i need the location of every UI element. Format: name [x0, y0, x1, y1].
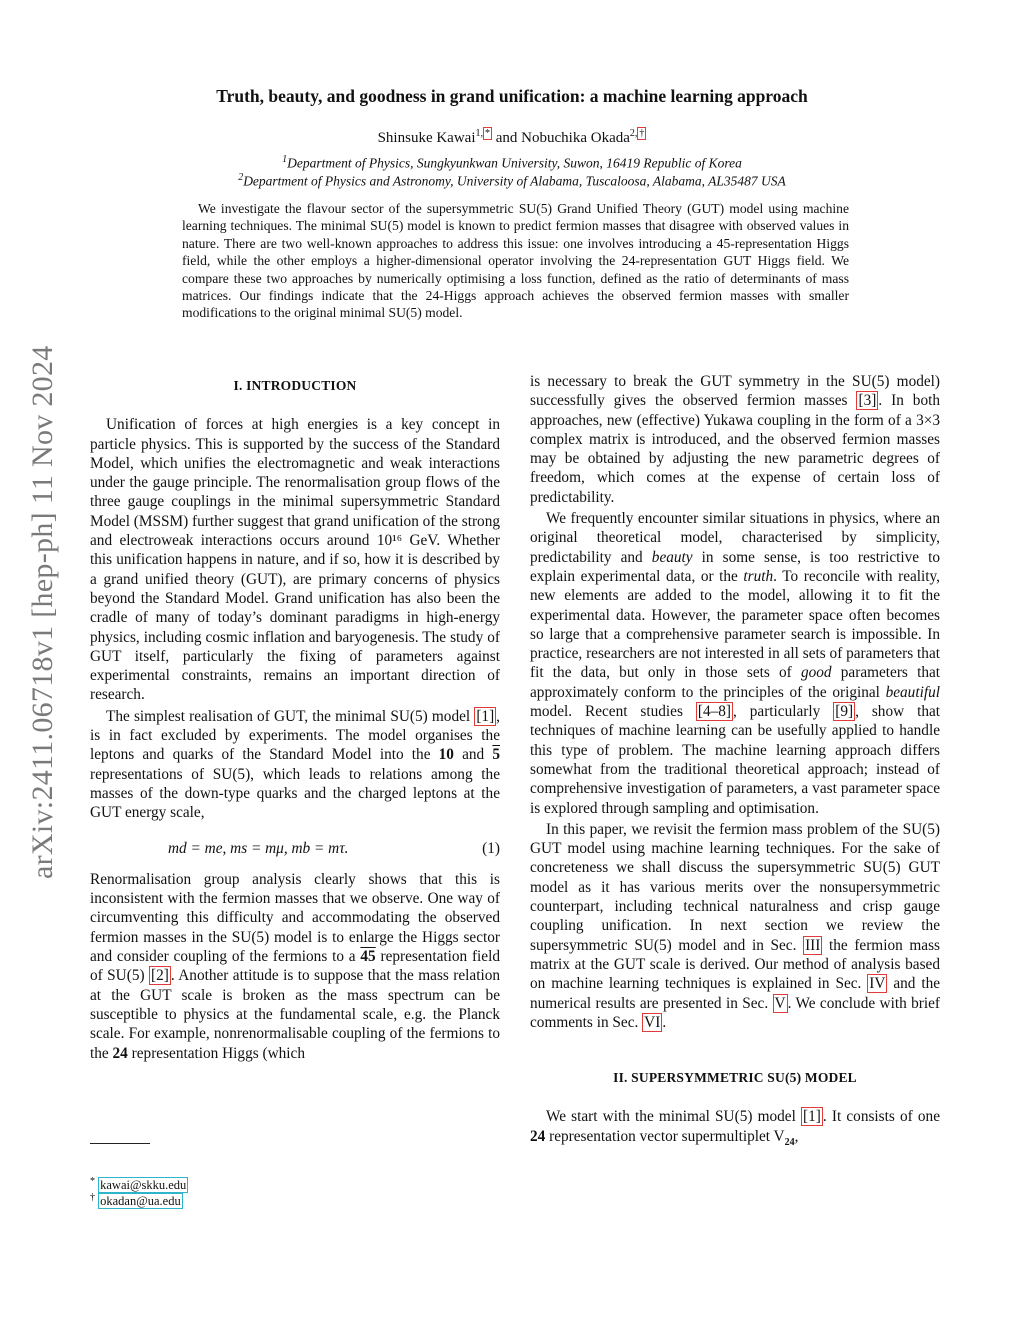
author-and: and — [495, 130, 518, 146]
footnote-1 — [90, 1176, 188, 1193]
section-link-V[interactable]: V — [774, 994, 786, 1012]
right-paragraph-3: In this paper, we revisit the fermion mass problem of the SU(5) GUT model using machine learning techniques. For the sake of concreteness we shall discuss the supersymmetric SU(5) GUT model as it has various merits over the nonsupersymmetric counterpart, including technical naturalness and crisp gauge coupling unification. In next section we review the supersymmetric SU(5) model and in Sec. III the fermion mass matrix at the GUT scale is derived. Our method of analysis based on machine learning techniques is explained in Sec. IV and the numerical results are presented in Sec. V . We conclude with brief comments in Sec. VI . — [530, 820, 941, 1031]
affiliation-1 — [90, 154, 934, 172]
author-2-affil: 2, — [629, 128, 638, 139]
footnote-1-mark: * — [90, 1176, 95, 1187]
footnote-2-mark: † — [90, 1192, 95, 1203]
intro-paragraph-1: Unification of forces at high energies is a key concept in particle physics. This is supported by the success of the Standard Model, which unifies the electromagnetic and weak interactions under the gauge principle. The renormalisation group flows of the three gauge couplings in the minimal supersymmetric Standard Model (MSSM) further suggest that grand unification of the strong and electroweak interactions occurs around 10¹⁶ GeV. Whether this unification happens in nature, and if so, how it is described by a grand unified theory (GUT), are primary concerns of physics beyond the Standard Model. Grand unification has also been the cradle of many of today’s dominant paradigms in high-energy physics, including cosmic inflation and baryogenesis. The study of GUT itself, particularly the fixing of parameters against experimental constraints, remains an important direction of research. — [90, 416, 500, 704]
citation-link[interactable]: [1] — [803, 1108, 821, 1126]
citation-link[interactable]: [2] — [151, 967, 169, 985]
section-heading-introduction: I. INTRODUCTION — [233, 378, 357, 393]
left-column — [90, 372, 500, 1065]
affiliation-2-number: 2 — [238, 172, 244, 183]
citation-link[interactable]: [9] — [835, 703, 854, 721]
footnote-link-2[interactable]: † — [639, 128, 645, 139]
footnote-link-1[interactable]: * — [485, 128, 490, 139]
affiliation-1-text: Department of Physics, Sungkyunkwan University, Suwon, 16419 Republic of Korea — [287, 155, 742, 171]
citation-link[interactable]: [1] — [476, 707, 495, 725]
author-2: Nobuchika Okada — [521, 130, 630, 146]
citation-link[interactable]: [3] — [858, 392, 877, 410]
section2-paragraph-1: We start with the minimal SU(5) model [1] . It consists of one 24 representation vector supermultiplet $V_{24}$, — [530, 1108, 940, 1148]
equation-number: (1) — [482, 839, 500, 857]
section-link-III[interactable]: III — [805, 936, 821, 954]
right-paragraph-2: We frequently encounter similar situations in physics, where an original theoretical model, characterised by simplicity, predictability and beauty in some sense, is too restrictive to explain experimental data, or the truth. To reconcile with reality, new elements are added to the model, allowing it to fit the experimental data. However, the parameter space often becomes so large that a comprehensive parameter search is impossible. In practice, researchers are not interested in all sets of parameters that fit the data, but only in those sets of good parameters that approximately conform to the principles of the original beautiful model. Recent studies [4–8] , particularly [9] , show that techniques of machine learning can be usefully applied to handle this type of problem. The machine learning approach differs somewhat from the traditional theoretical approach; instead of comprehensive investigation of parameters, a vast parameter space is explored through sampling and optimisation. — [530, 510, 941, 817]
footnote-2 — [90, 1192, 183, 1209]
affiliation-2-text: Department of Physics and Astronomy, University of Alabama, Tuscaloosa, Alabama, AL35487 USA — [243, 173, 786, 189]
abstract: We investigate the flavour sector of the supersymmetric SU(5) Grand Unified Theory (GUT) model using machine learning techniques. The minimal SU(5) model is known to predict fermion masses that disagree with observed values in nature. There are two well-known approaches to address this issue: one involves introducing a 45-representation Higgs field, while the other employs a higher-dimensional operator involving the 24-representation GUT Higgs field. We compare these two approaches by numerically optimising a loss function, defined as the ratio of determinants of mass matrices. Our findings indicate that the 24-Higgs approach achieves the observed fermion masses with smaller modifications to the original minimal SU(5) model. — [182, 201, 849, 321]
author-line — [90, 128, 934, 147]
intro-paragraph-3: Renormalisation group analysis clearly shows that this is inconsistent with the fermion masses that we observe. One way of circumventing this difficulty and accommodating the observed fermion masses in the SU(5) model is to enlarge the Higgs sector and consider coupling of the fermions to a 45 representation field of SU(5) [2] . Another attitude is to suppose that the mass relation at the GUT scale is broken as the mass spectrum can be susceptible to physics at the fundamental scale, e.g. the Planck scale. For example, nonrenormalisable coupling of the fermions to the 24 representation Higgs (which — [90, 870, 500, 1062]
right-column — [530, 372, 940, 1154]
arxiv-identifier: arXiv:2411.06718v1 [hep-ph] 11 Nov 2024 — [26, 345, 59, 879]
email-link-okada[interactable]: okadan@ua.edu — [100, 1194, 181, 1209]
affiliation-2 — [90, 172, 934, 190]
affiliation-1-number: 1 — [282, 154, 288, 165]
section-heading-supersymmetric: II. SUPERSYMMETRIC SU(5) MODEL — [613, 1070, 857, 1086]
author-1-affil: 1, — [475, 128, 483, 139]
footnote-rule — [90, 1143, 150, 1144]
equation-1 — [90, 839, 500, 858]
paper-title: Truth, beauty, and goodness in grand unification: a machine learning approach — [216, 86, 808, 106]
right-paragraph-1: is necessary to break the GUT symmetry in the SU(5) model) successfully gives the observed fermion masses [3] . In both approaches, new (effective) Yukawa coupling in the form of a 3×3 complex matrix is introduced, and the observed fermion masses may be obtained by adjusting the new parametric degrees of freedom, which comes at the expense of certain loss of predictability. — [530, 373, 941, 506]
equation-body: md = me, ms = mμ, mb = mτ. — [168, 839, 349, 857]
citation-link[interactable]: [4–8] — [697, 703, 731, 721]
section-link-VI[interactable]: VI — [644, 1013, 661, 1031]
author-1: Shinsuke Kawai — [377, 130, 476, 146]
section-link-IV[interactable]: IV — [869, 975, 886, 993]
email-link-kawai[interactable]: kawai@skku.edu — [100, 1178, 187, 1193]
intro-paragraph-2: The simplest realisation of GUT, the minimal SU(5) model [1] , is in fact excluded by experiments. The model organises the leptons and quarks of the Standard Model into the 10 and 5 representations of SU(5), which leads to relations among the masses of the down-type quarks and the charged leptons at the GUT energy scale, — [90, 707, 500, 822]
